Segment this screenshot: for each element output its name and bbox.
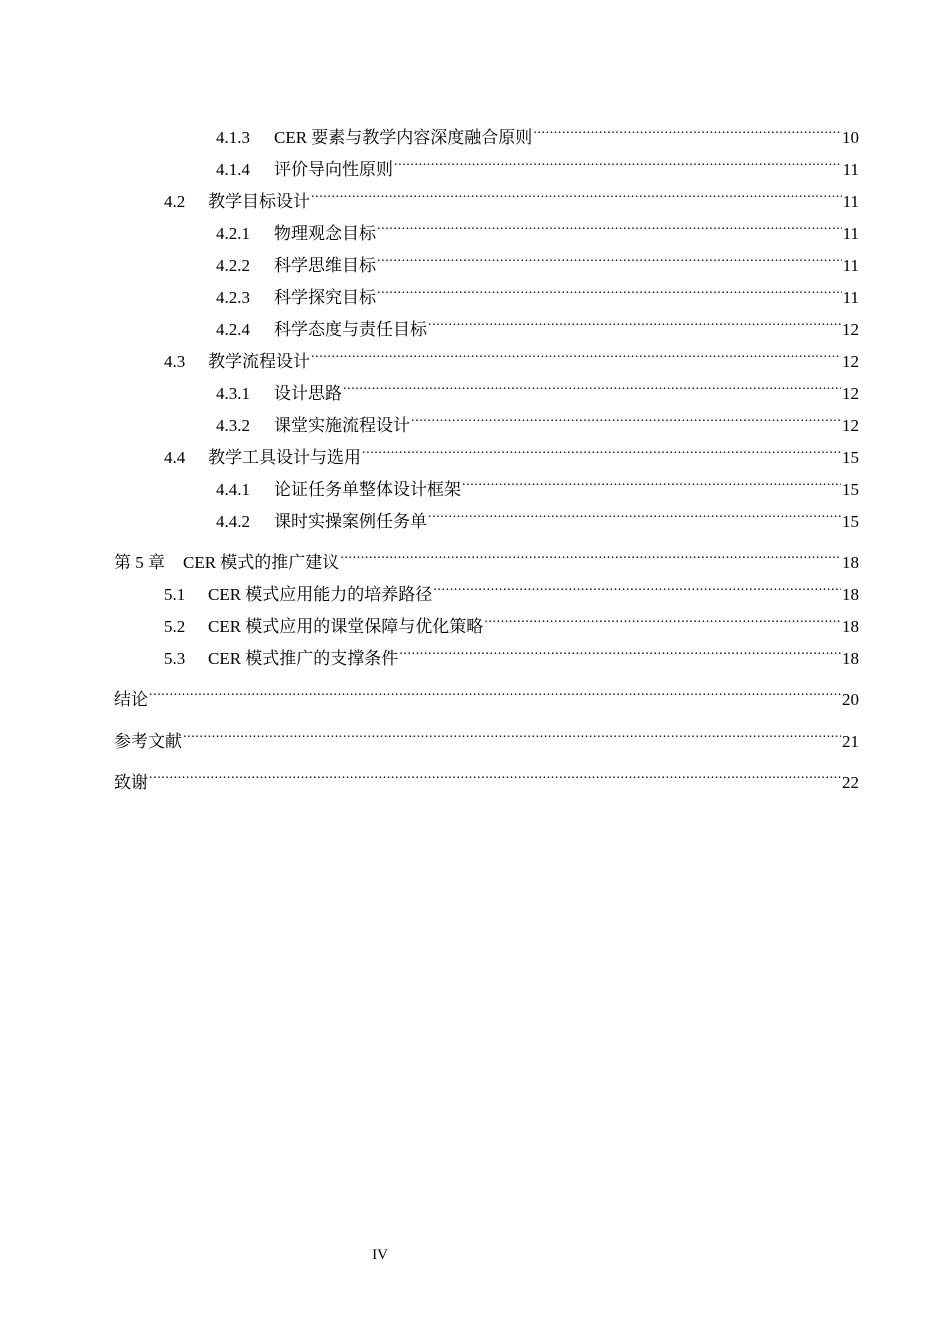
page-number-footer: IV bbox=[372, 1247, 388, 1263]
toc-entry-page: 12 bbox=[842, 352, 859, 371]
toc-entry-page: 18 bbox=[842, 649, 859, 668]
toc-entry-title: 课时实操案例任务单 bbox=[274, 512, 427, 531]
dot-leader bbox=[399, 642, 841, 664]
toc-entry-title: CER 模式应用能力的培养路径 bbox=[208, 585, 433, 604]
dot-leader bbox=[484, 610, 841, 632]
dot-leader bbox=[362, 441, 841, 463]
toc-entry-title: 教学流程设计 bbox=[208, 352, 310, 371]
toc-entry-title: CER 要素与教学内容深度融合原则 bbox=[274, 128, 533, 147]
toc-entry-page: 15 bbox=[842, 512, 859, 531]
toc-entry-conclusion[interactable] bbox=[114, 683, 859, 711]
toc-entry-page: 11 bbox=[842, 160, 859, 179]
toc-entry-number: 4.2 bbox=[164, 192, 186, 211]
toc-entry-page: 11 bbox=[842, 288, 859, 307]
toc-entry-title: 参考文献 bbox=[114, 732, 182, 751]
toc-entry-acknowledgements[interactable] bbox=[114, 766, 859, 794]
toc-entry-title: CER 模式应用的课堂保障与优化策略 bbox=[208, 617, 484, 636]
toc-entry-title: 科学态度与责任目标 bbox=[274, 320, 427, 339]
dot-leader bbox=[377, 281, 842, 303]
toc-entry-5-3[interactable] bbox=[164, 642, 859, 670]
toc-entry-page: 12 bbox=[842, 320, 859, 339]
toc-entry-page: 12 bbox=[842, 416, 859, 435]
toc-entry-4-4-2[interactable] bbox=[216, 505, 859, 533]
toc-entry-title: 科学思维目标 bbox=[274, 256, 376, 275]
toc-entry-references[interactable] bbox=[114, 725, 859, 753]
toc-entry-page: 12 bbox=[842, 384, 859, 403]
toc-entry-page: 15 bbox=[842, 480, 859, 499]
toc-entry-number: 4.3.1 bbox=[216, 384, 250, 403]
toc-entry-page: 11 bbox=[842, 192, 859, 211]
dot-leader bbox=[533, 121, 841, 143]
toc-entry-title: 论证任务单整体设计框架 bbox=[274, 480, 461, 499]
toc-entry-title: 教学工具设计与选用 bbox=[208, 448, 361, 467]
toc-entry-number: 5.1 bbox=[164, 585, 186, 604]
dot-leader bbox=[149, 766, 841, 788]
toc-entry-number: 4.2.3 bbox=[216, 288, 250, 307]
dot-leader bbox=[377, 249, 842, 271]
toc-entry-title: 评价导向性原则 bbox=[274, 160, 393, 179]
toc-entry-4-2[interactable] bbox=[164, 185, 859, 213]
dot-leader bbox=[343, 377, 841, 399]
toc-entry-title: 教学目标设计 bbox=[208, 192, 310, 211]
toc-entry-page: 18 bbox=[842, 585, 859, 604]
toc-entry-title: 致谢 bbox=[114, 773, 148, 792]
dot-leader bbox=[433, 578, 841, 600]
dot-leader bbox=[311, 185, 842, 207]
toc-entry-5-1[interactable] bbox=[164, 578, 859, 606]
toc-entry-4-4[interactable] bbox=[164, 441, 859, 469]
toc-entry-number: 4.3 bbox=[164, 352, 186, 371]
dot-leader bbox=[183, 725, 841, 747]
toc-entry-title: CER 模式推广的支撑条件 bbox=[208, 649, 399, 668]
toc-entry-title: 科学探究目标 bbox=[274, 288, 376, 307]
toc-entry-page: 21 bbox=[842, 732, 859, 751]
toc-entry-4-3[interactable] bbox=[164, 345, 859, 373]
dot-leader bbox=[377, 217, 842, 239]
dot-leader bbox=[394, 153, 842, 175]
toc-entry-title: 结论 bbox=[114, 690, 148, 709]
dot-leader bbox=[428, 313, 841, 335]
toc-entry-number: 4.3.2 bbox=[216, 416, 250, 435]
toc-entry-number: 4.4 bbox=[164, 448, 186, 467]
dot-leader bbox=[411, 409, 841, 431]
toc-entry-page: 10 bbox=[842, 128, 859, 147]
toc-entry-number: 5.3 bbox=[164, 649, 186, 668]
toc-entry-number: 4.2.2 bbox=[216, 256, 250, 275]
toc-entry-4-4-1[interactable] bbox=[216, 473, 859, 501]
toc-entry-page: 11 bbox=[842, 224, 859, 243]
dot-leader bbox=[311, 345, 841, 367]
toc-entry-4-2-4[interactable] bbox=[216, 313, 859, 341]
dot-leader bbox=[428, 505, 841, 527]
toc-entry-title: 设计思路 bbox=[274, 384, 342, 403]
toc-entry-4-2-3[interactable] bbox=[216, 281, 859, 309]
toc-entry-5-2[interactable] bbox=[164, 610, 859, 638]
toc-entry-4-2-2[interactable] bbox=[216, 249, 859, 277]
toc-entry-number: 4.2.1 bbox=[216, 224, 250, 243]
toc-entry-number: 4.2.4 bbox=[216, 320, 250, 339]
toc-entry-number: 4.1.3 bbox=[216, 128, 250, 147]
toc-entry-page: 22 bbox=[842, 773, 859, 792]
toc-entry-title: 课堂实施流程设计 bbox=[274, 416, 410, 435]
toc-entry-4-1-3[interactable] bbox=[216, 121, 859, 149]
toc-entry-number: 5.2 bbox=[164, 617, 186, 636]
toc-entry-page: 11 bbox=[842, 256, 859, 275]
toc-entry-title: CER 模式的推广建议 bbox=[183, 553, 340, 572]
toc-entry-page: 18 bbox=[842, 553, 859, 572]
toc-entry-chapter-5[interactable] bbox=[114, 546, 859, 574]
toc-entry-number: 4.1.4 bbox=[216, 160, 250, 179]
toc-entry-title: 物理观念目标 bbox=[274, 224, 376, 243]
toc-entry-page: 20 bbox=[842, 690, 859, 709]
dot-leader bbox=[149, 683, 841, 705]
toc-entry-4-3-1[interactable] bbox=[216, 377, 859, 405]
dot-leader bbox=[462, 473, 841, 495]
toc-entry-page: 15 bbox=[842, 448, 859, 467]
toc-entry-number: 4.4.2 bbox=[216, 512, 250, 531]
dot-leader bbox=[340, 546, 841, 568]
toc-entry-4-3-2[interactable] bbox=[216, 409, 859, 437]
toc-entry-number: 4.4.1 bbox=[216, 480, 250, 499]
toc-entry-4-1-4[interactable] bbox=[216, 153, 859, 181]
toc-entry-page: 18 bbox=[842, 617, 859, 636]
toc-entry-number: 第 5 章 bbox=[114, 553, 165, 572]
toc-entry-4-2-1[interactable] bbox=[216, 217, 859, 245]
